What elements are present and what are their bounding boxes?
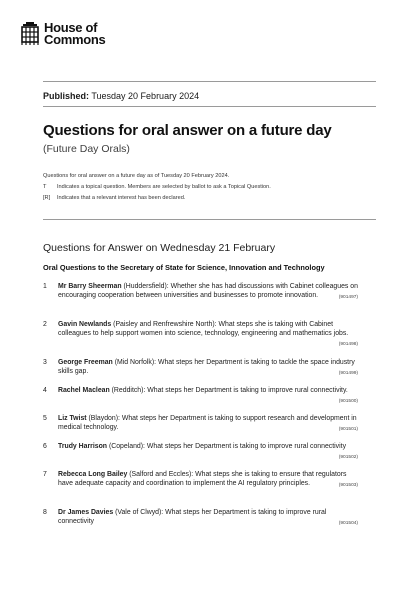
question-constituency: (Paisley and Renfrewshire North):	[113, 321, 217, 328]
question-text: What steps her Department is taking to improve rural connectivity	[146, 443, 347, 450]
key-item	[43, 195, 185, 201]
department-heading: Oral Questions to the Secretary of State for Science, Innovation and Technology	[43, 263, 325, 272]
question-constituency: (Huddersfield):	[123, 283, 169, 290]
question-reference: (901498)	[338, 342, 358, 348]
published-label: Published:	[43, 91, 90, 101]
divider	[43, 81, 376, 82]
question-text: What steps she is taking with Cabinet colleagues to help support women into science, technology, engineering and mathematics jobs.	[58, 321, 349, 338]
portcullis-icon	[20, 22, 40, 46]
question-constituency: (Vale of Clwyd):	[115, 509, 164, 516]
question-number: 5	[43, 415, 47, 422]
key-text: Indicates a topical question. Members are selected by ballot to ask a Topical Question.	[57, 184, 271, 190]
question-reference: (901502)	[338, 454, 358, 460]
document-title: Questions for oral answer on a future day	[43, 122, 332, 139]
published-date: Tuesday 20 February 2024	[91, 91, 200, 101]
key-item	[43, 184, 271, 190]
question-text: What steps she is taking to ensure that regulators have adequate capacity and coordination to implement the AI regulatory principles.	[58, 471, 347, 488]
question-constituency: (Mid Norfolk):	[114, 359, 157, 366]
question-number: 4	[43, 387, 47, 394]
question-number: 2	[43, 321, 47, 328]
question-member: Rachel Maclean	[58, 387, 110, 394]
question-text: What steps her Department is taking to improve rural connectivity	[58, 509, 327, 526]
question-reference: (901501)	[338, 426, 358, 432]
question-constituency: (Blaydon):	[88, 415, 120, 422]
key-symbol: [R]	[43, 195, 51, 201]
divider	[43, 219, 376, 220]
question-member: George Freeman	[58, 359, 113, 366]
question-constituency: (Salford and Eccles):	[129, 471, 194, 478]
question-number: 3	[43, 359, 47, 366]
logo-line-2: Commons	[44, 32, 106, 47]
house-of-commons-logo	[20, 22, 105, 46]
question-member: Trudy Harrison	[58, 443, 108, 450]
question-number: 8	[43, 509, 47, 516]
question-member: Gavin Newlands	[58, 321, 112, 328]
logo-wordmark	[44, 22, 105, 46]
published-line	[43, 91, 199, 101]
question-number: 1	[43, 283, 47, 290]
question-reference: (901504)	[338, 520, 358, 526]
question-member: Rebecca Long Bailey	[58, 471, 128, 478]
intro-text: Questions for oral answer on a future day as of Tuesday 20 February 2024.	[43, 173, 230, 179]
question-text: Whether she has had discussions with Cabinet colleagues on encouraging cooperation between universities and businesses to promote innovation.	[58, 283, 358, 300]
key-text: Indicates that a relevant interest has been declared.	[57, 195, 186, 201]
logo-line-1: House of	[44, 20, 98, 35]
question-constituency: (Copeland):	[108, 443, 145, 450]
divider	[43, 106, 376, 107]
section-heading: Questions for Answer on Wednesday 21 February	[43, 242, 276, 254]
question-member: Mr Barry Sheerman	[58, 283, 122, 290]
question-text: What steps her Department is taking to improve rural connectivity.	[147, 387, 348, 394]
question-number: 6	[43, 443, 47, 450]
question-member: Liz Twist	[58, 415, 87, 422]
question-reference: (901497)	[338, 294, 358, 300]
question-text: What steps her Department is taking to tackle the space industry skills gap.	[58, 359, 355, 376]
question-reference: (901503)	[338, 482, 358, 488]
question-constituency: (Redditch):	[111, 387, 146, 394]
key-symbol: T	[43, 184, 47, 190]
question-reference: (901500)	[338, 398, 358, 404]
question-reference: (901499)	[338, 370, 358, 376]
question-member: Dr James Davies	[58, 509, 114, 516]
question-text: What steps her Department is taking to support research and development in medical technology.	[58, 415, 357, 432]
document-subtitle: (Future Day Orals)	[43, 143, 130, 155]
question-number: 7	[43, 471, 47, 478]
